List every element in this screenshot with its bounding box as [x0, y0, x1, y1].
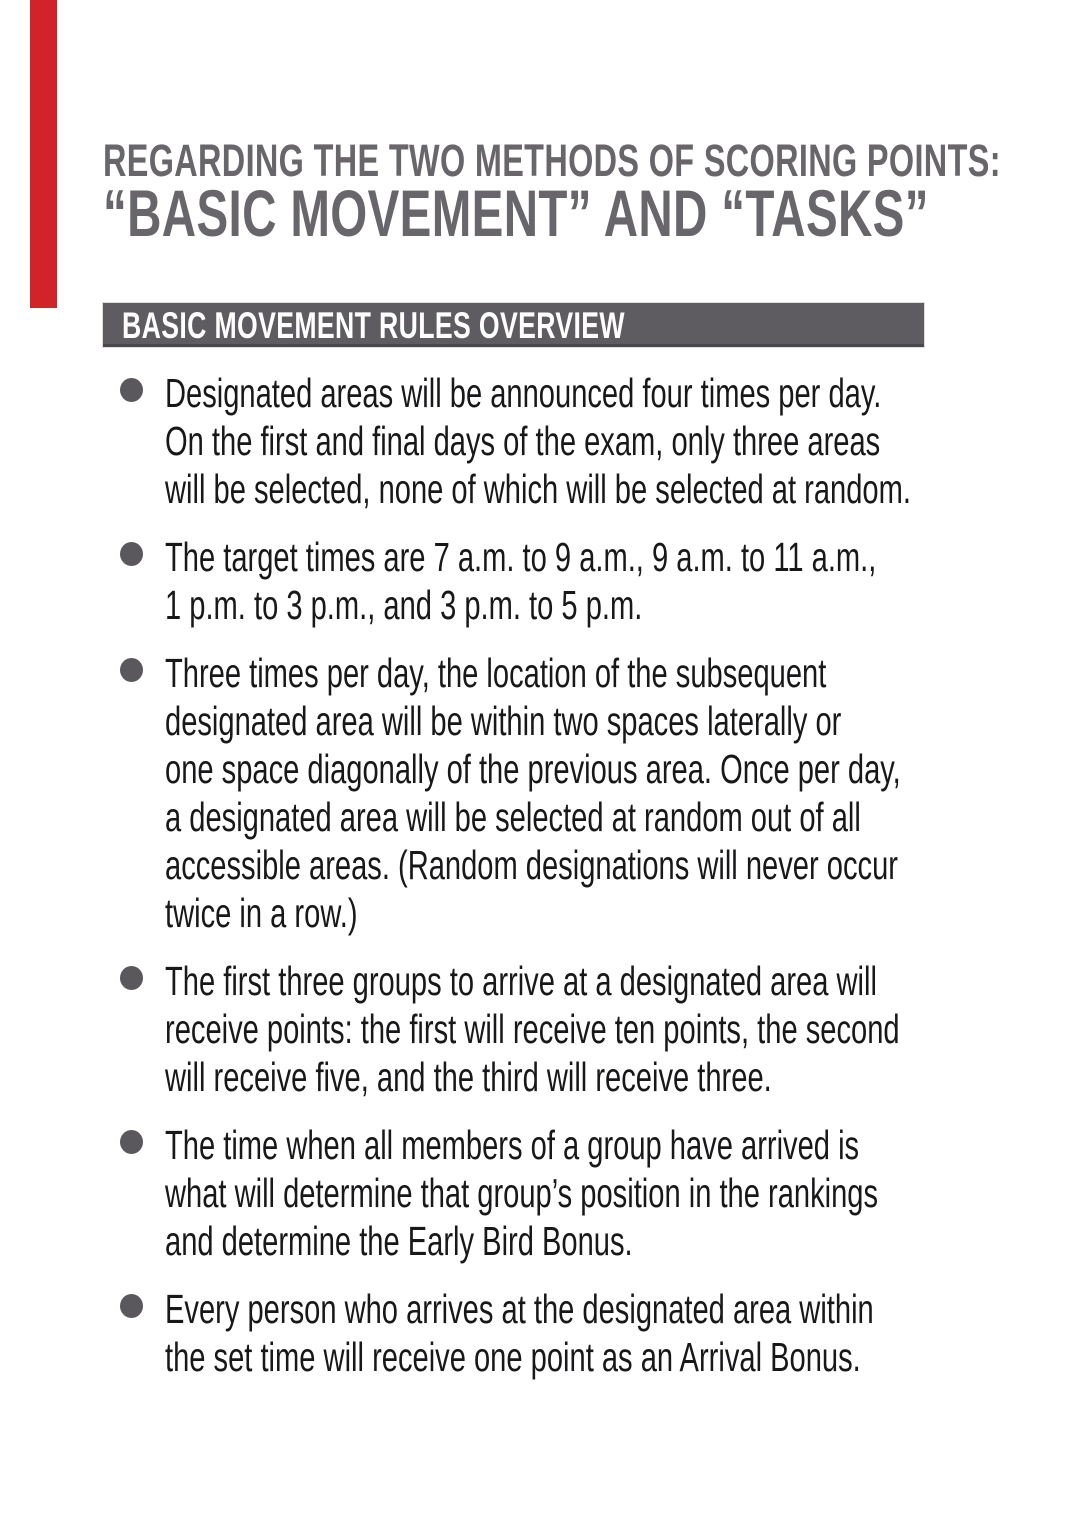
bullet-icon [120, 542, 143, 566]
rule-text: The first three groups to arrive at a designated area will receive points: the first will receive ten points, the second will receive five, and the third will receive three. [165, 958, 900, 1100]
rule-item [103, 649, 1003, 937]
section-header [103, 303, 924, 347]
rules-list [103, 369, 1003, 1401]
page-title-line1: REGARDING THE TWO METHODS OF SCORING POINTS: [103, 135, 1001, 186]
rule-text: The time when all members of a group have arrived is what will determine that group’s position in the rankings and determine the Early Bird Bonus. [165, 1122, 879, 1264]
bullet-icon [120, 1130, 143, 1154]
page-title [103, 135, 1001, 250]
rule-text: Every person who arrives at the designated area within the set time will receive one point as an Arrival Bonus. [165, 1286, 874, 1380]
bullet-icon [120, 1294, 143, 1318]
rule-text: The target times are 7 a.m. to 9 a.m., 9 a.m. to 11 a.m., 1 p.m. to 3 p.m., and 3 p.m. to 5 p.m. [165, 534, 877, 628]
section-header-label: BASIC MOVEMENT RULES OVERVIEW [122, 305, 625, 346]
page-title-line2: “BASIC MOVEMENT” AND “TASKS” [103, 176, 929, 250]
bullet-icon [120, 378, 143, 402]
red-accent-bar [30, 0, 57, 308]
bullet-icon [120, 658, 143, 682]
rule-item [103, 369, 1003, 513]
rule-item [103, 957, 1003, 1101]
rule-item [103, 1285, 1003, 1381]
bullet-icon [120, 966, 143, 990]
rule-text: Three times per day, the location of the subsequent designated area will be within two spaces laterally or one space diagonally of the previous area. Once per day, a designated area will be selected at random out of all accessible areas. (Random designations will never occur twice in a row.) [165, 650, 901, 936]
rule-item [103, 533, 1003, 629]
rule-item [103, 1121, 1003, 1265]
rule-text: Designated areas will be announced four times per day. On the first and final days of the exam, only three areas will be selected, none of which will be selected at random. [165, 370, 911, 512]
